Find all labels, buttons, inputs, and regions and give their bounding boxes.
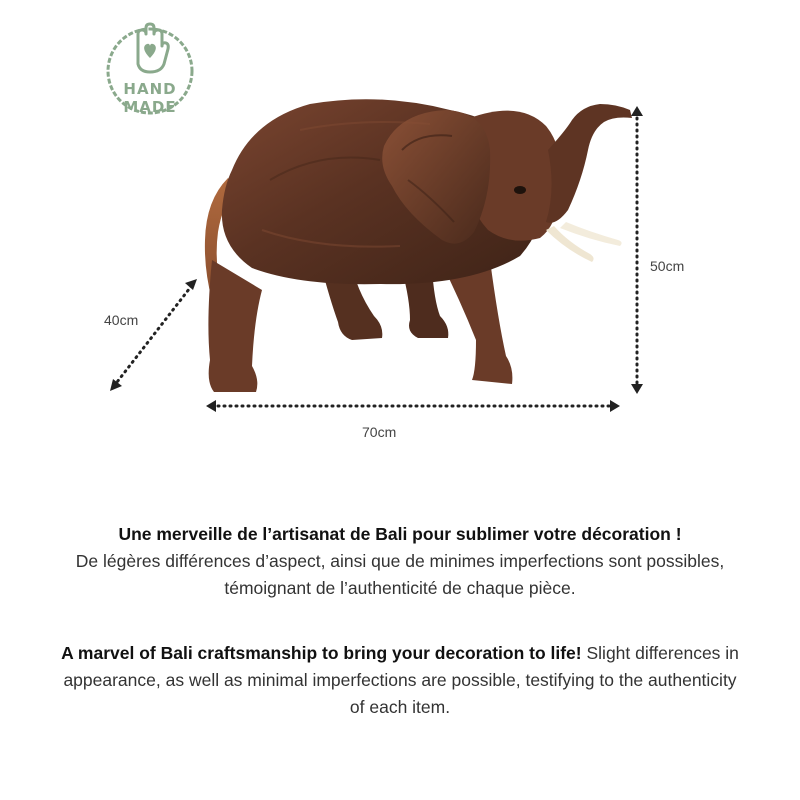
badge-line-2: MADE: [123, 98, 177, 116]
badge-line-1: HAND: [123, 80, 177, 98]
depth-dimension-arrow: [110, 279, 197, 391]
description-en: [60, 640, 740, 721]
description-en-body: Slight differences in appearance, as well as minimal imperfections are possible, testifying to the authenticity of each item.: [63, 643, 739, 717]
description-en-lead: A marvel of Bali craftsmanship to bring your decoration to life!: [61, 643, 582, 663]
height-label: 50cm: [650, 258, 685, 274]
description-fr-lead: Une merveille de l’artisanat de Bali pour sublimer votre décoration !: [118, 524, 682, 544]
elephant-figure: [205, 99, 632, 392]
description-fr-body: De légères différences d’aspect, ainsi que de minimes imperfections sont possibles, témoignant de l’authenticité de chaque pièce.: [75, 551, 725, 598]
width-label: 70cm: [362, 424, 397, 440]
width-dimension-arrow: [206, 400, 620, 412]
depth-label: 40cm: [104, 312, 139, 328]
height-dimension-arrow: [631, 106, 643, 394]
description-fr: [60, 521, 740, 602]
